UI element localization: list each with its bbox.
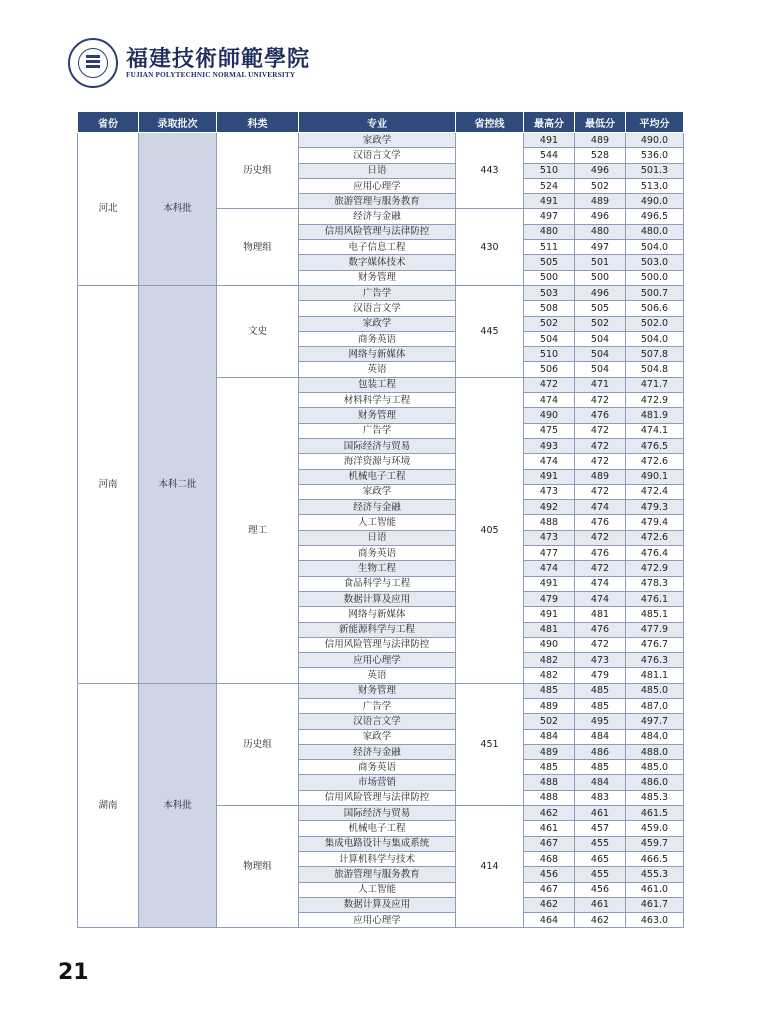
school-seal-logo: [68, 38, 118, 88]
max-score-cell: 508: [524, 301, 575, 316]
major-cell: 计算机科学与技术: [299, 851, 456, 866]
min-score-cell: 472: [575, 454, 626, 469]
major-cell: 食品科学与工程: [299, 576, 456, 591]
max-score-cell: 511: [524, 240, 575, 255]
major-cell: 信用风险管理与法律防控: [299, 224, 456, 239]
province-cell: 湖南: [78, 683, 139, 928]
min-score-cell: 472: [575, 393, 626, 408]
category-cell: 理工: [217, 377, 299, 683]
table-header-row: [78, 112, 684, 133]
major-cell: 网络与新媒体: [299, 607, 456, 622]
min-score-cell: 472: [575, 484, 626, 499]
min-score-cell: 496: [575, 163, 626, 178]
max-score-cell: 474: [524, 561, 575, 576]
avg-score-cell: 496.5: [626, 209, 684, 224]
min-score-cell: 528: [575, 148, 626, 163]
school-header: [68, 38, 311, 88]
category-cell: 历史组: [217, 683, 299, 805]
major-cell: 英语: [299, 668, 456, 683]
major-cell: 新能源科学与工程: [299, 622, 456, 637]
min-score-cell: 489: [575, 133, 626, 148]
min-score-cell: 455: [575, 867, 626, 882]
major-cell: 国际经济与贸易: [299, 438, 456, 453]
avg-score-cell: 485.3: [626, 790, 684, 805]
max-score-cell: 462: [524, 806, 575, 821]
major-cell: 财务管理: [299, 683, 456, 698]
max-score-cell: 484: [524, 729, 575, 744]
max-score-cell: 464: [524, 913, 575, 928]
min-score-cell: 476: [575, 515, 626, 530]
header-min-score: 最低分: [575, 112, 626, 133]
min-score-cell: 472: [575, 530, 626, 545]
major-cell: 生物工程: [299, 561, 456, 576]
avg-score-cell: 472.9: [626, 561, 684, 576]
max-score-cell: 456: [524, 867, 575, 882]
major-cell: 旅游管理与服务教育: [299, 194, 456, 209]
min-score-cell: 481: [575, 607, 626, 622]
avg-score-cell: 488.0: [626, 744, 684, 759]
max-score-cell: 524: [524, 178, 575, 193]
min-score-cell: 476: [575, 622, 626, 637]
avg-score-cell: 501.3: [626, 163, 684, 178]
header-control-line: 省控线: [456, 112, 524, 133]
major-cell: 广告学: [299, 698, 456, 713]
major-cell: 信用风险管理与法律防控: [299, 790, 456, 805]
control-line-cell: 430: [456, 209, 524, 285]
max-score-cell: 485: [524, 760, 575, 775]
avg-score-cell: 455.3: [626, 867, 684, 882]
avg-score-cell: 472.6: [626, 530, 684, 545]
max-score-cell: 462: [524, 897, 575, 912]
major-cell: 广告学: [299, 285, 456, 300]
min-score-cell: 486: [575, 744, 626, 759]
max-score-cell: 493: [524, 438, 575, 453]
avg-score-cell: 486.0: [626, 775, 684, 790]
max-score-cell: 490: [524, 408, 575, 423]
table-body: [78, 133, 684, 928]
min-score-cell: 462: [575, 913, 626, 928]
major-cell: 数据计算及应用: [299, 897, 456, 912]
major-cell: 包装工程: [299, 377, 456, 392]
major-cell: 英语: [299, 362, 456, 377]
batch-cell: 本科批: [139, 683, 217, 928]
avg-score-cell: 485.0: [626, 683, 684, 698]
min-score-cell: 484: [575, 775, 626, 790]
min-score-cell: 461: [575, 806, 626, 821]
major-cell: 家政学: [299, 484, 456, 499]
max-score-cell: 489: [524, 744, 575, 759]
major-cell: 经济与金融: [299, 744, 456, 759]
major-cell: 广告学: [299, 423, 456, 438]
major-cell: 电子信息工程: [299, 240, 456, 255]
category-cell: 文史: [217, 285, 299, 377]
province-cell: 河南: [78, 285, 139, 683]
max-score-cell: 473: [524, 530, 575, 545]
major-cell: 家政学: [299, 133, 456, 148]
min-score-cell: 472: [575, 438, 626, 453]
province-cell: 河北: [78, 133, 139, 286]
avg-score-cell: 461.5: [626, 806, 684, 821]
major-cell: 数字媒体技术: [299, 255, 456, 270]
max-score-cell: 485: [524, 683, 575, 698]
header-batch: 录取批次: [139, 112, 217, 133]
avg-score-cell: 506.6: [626, 301, 684, 316]
major-cell: 信用风险管理与法律防控: [299, 637, 456, 652]
max-score-cell: 510: [524, 163, 575, 178]
max-score-cell: 474: [524, 454, 575, 469]
avg-score-cell: 481.9: [626, 408, 684, 423]
avg-score-cell: 476.5: [626, 438, 684, 453]
max-score-cell: 491: [524, 607, 575, 622]
avg-score-cell: 480.0: [626, 224, 684, 239]
min-score-cell: 504: [575, 347, 626, 362]
avg-score-cell: 507.8: [626, 347, 684, 362]
major-cell: 机械电子工程: [299, 469, 456, 484]
major-cell: 家政学: [299, 316, 456, 331]
max-score-cell: 497: [524, 209, 575, 224]
major-cell: 商务英语: [299, 331, 456, 346]
avg-score-cell: 472.4: [626, 484, 684, 499]
min-score-cell: 485: [575, 760, 626, 775]
avg-score-cell: 459.7: [626, 836, 684, 851]
major-cell: 海洋资源与环境: [299, 454, 456, 469]
max-score-cell: 472: [524, 377, 575, 392]
min-score-cell: 489: [575, 194, 626, 209]
max-score-cell: 491: [524, 194, 575, 209]
major-cell: 应用心理学: [299, 913, 456, 928]
header-major: 专业: [299, 112, 456, 133]
max-score-cell: 482: [524, 653, 575, 668]
max-score-cell: 461: [524, 821, 575, 836]
avg-score-cell: 476.7: [626, 637, 684, 652]
min-score-cell: 496: [575, 209, 626, 224]
min-score-cell: 500: [575, 270, 626, 285]
avg-score-cell: 497.7: [626, 714, 684, 729]
major-cell: 经济与金融: [299, 500, 456, 515]
avg-score-cell: 490.1: [626, 469, 684, 484]
avg-score-cell: 463.0: [626, 913, 684, 928]
major-cell: 汉语言文学: [299, 714, 456, 729]
min-score-cell: 483: [575, 790, 626, 805]
max-score-cell: 506: [524, 362, 575, 377]
min-score-cell: 505: [575, 301, 626, 316]
major-cell: 汉语言文学: [299, 148, 456, 163]
min-score-cell: 473: [575, 653, 626, 668]
avg-score-cell: 504.8: [626, 362, 684, 377]
major-cell: 人工智能: [299, 882, 456, 897]
min-score-cell: 476: [575, 546, 626, 561]
max-score-cell: 492: [524, 500, 575, 515]
avg-score-cell: 459.0: [626, 821, 684, 836]
header-category: 科类: [217, 112, 299, 133]
avg-score-cell: 487.0: [626, 698, 684, 713]
school-name-cn: 福建技術師範學院: [126, 46, 311, 72]
avg-score-cell: 481.1: [626, 668, 684, 683]
major-cell: 经济与金融: [299, 209, 456, 224]
avg-score-cell: 504.0: [626, 331, 684, 346]
max-score-cell: 481: [524, 622, 575, 637]
avg-score-cell: 485.1: [626, 607, 684, 622]
min-score-cell: 461: [575, 897, 626, 912]
max-score-cell: 510: [524, 347, 575, 362]
major-cell: 汉语言文学: [299, 301, 456, 316]
max-score-cell: 502: [524, 714, 575, 729]
avg-score-cell: 536.0: [626, 148, 684, 163]
batch-cell: 本科二批: [139, 285, 217, 683]
header-max-score: 最高分: [524, 112, 575, 133]
major-cell: 人工智能: [299, 515, 456, 530]
control-line-cell: 445: [456, 285, 524, 377]
major-cell: 商务英语: [299, 546, 456, 561]
page-number: 21: [58, 960, 89, 985]
avg-score-cell: 500.0: [626, 270, 684, 285]
avg-score-cell: 503.0: [626, 255, 684, 270]
major-cell: 市场营销: [299, 775, 456, 790]
min-score-cell: 472: [575, 561, 626, 576]
avg-score-cell: 471.7: [626, 377, 684, 392]
max-score-cell: 491: [524, 133, 575, 148]
min-score-cell: 502: [575, 178, 626, 193]
min-score-cell: 476: [575, 408, 626, 423]
min-score-cell: 471: [575, 377, 626, 392]
min-score-cell: 484: [575, 729, 626, 744]
min-score-cell: 495: [575, 714, 626, 729]
table-row: [78, 683, 684, 698]
max-score-cell: 503: [524, 285, 575, 300]
max-score-cell: 491: [524, 469, 575, 484]
control-line-cell: 451: [456, 683, 524, 805]
min-score-cell: 474: [575, 576, 626, 591]
avg-score-cell: 477.9: [626, 622, 684, 637]
table-row: [78, 133, 684, 148]
avg-score-cell: 484.0: [626, 729, 684, 744]
avg-score-cell: 479.4: [626, 515, 684, 530]
avg-score-cell: 461.7: [626, 897, 684, 912]
min-score-cell: 485: [575, 698, 626, 713]
avg-score-cell: 472.6: [626, 454, 684, 469]
min-score-cell: 456: [575, 882, 626, 897]
max-score-cell: 490: [524, 637, 575, 652]
min-score-cell: 474: [575, 591, 626, 606]
max-score-cell: 482: [524, 668, 575, 683]
control-line-cell: 414: [456, 806, 524, 928]
min-score-cell: 504: [575, 331, 626, 346]
major-cell: 集成电路设计与集成系统: [299, 836, 456, 851]
max-score-cell: 504: [524, 331, 575, 346]
category-cell: 历史组: [217, 133, 299, 209]
min-score-cell: 472: [575, 637, 626, 652]
max-score-cell: 480: [524, 224, 575, 239]
major-cell: 应用心理学: [299, 653, 456, 668]
category-cell: 物理组: [217, 806, 299, 928]
min-score-cell: 501: [575, 255, 626, 270]
min-score-cell: 504: [575, 362, 626, 377]
major-cell: 日语: [299, 530, 456, 545]
avg-score-cell: 474.1: [626, 423, 684, 438]
max-score-cell: 505: [524, 255, 575, 270]
max-score-cell: 500: [524, 270, 575, 285]
major-cell: 商务英语: [299, 760, 456, 775]
avg-score-cell: 490.0: [626, 133, 684, 148]
school-name-en: FUJIAN POLYTECHNIC NORMAL UNIVERSITY: [126, 71, 296, 79]
major-cell: 机械电子工程: [299, 821, 456, 836]
major-cell: 旅游管理与服务教育: [299, 867, 456, 882]
min-score-cell: 479: [575, 668, 626, 683]
min-score-cell: 472: [575, 423, 626, 438]
min-score-cell: 496: [575, 285, 626, 300]
major-cell: 材料科学与工程: [299, 393, 456, 408]
max-score-cell: 544: [524, 148, 575, 163]
max-score-cell: 467: [524, 882, 575, 897]
avg-score-cell: 476.3: [626, 653, 684, 668]
max-score-cell: 489: [524, 698, 575, 713]
min-score-cell: 457: [575, 821, 626, 836]
avg-score-cell: 502.0: [626, 316, 684, 331]
batch-cell: 本科批: [139, 133, 217, 286]
avg-score-cell: 500.7: [626, 285, 684, 300]
avg-score-cell: 472.9: [626, 393, 684, 408]
header-avg-score: 平均分: [626, 112, 684, 133]
max-score-cell: 488: [524, 790, 575, 805]
min-score-cell: 474: [575, 500, 626, 515]
max-score-cell: 491: [524, 576, 575, 591]
max-score-cell: 467: [524, 836, 575, 851]
max-score-cell: 468: [524, 851, 575, 866]
avg-score-cell: 485.0: [626, 760, 684, 775]
max-score-cell: 474: [524, 393, 575, 408]
avg-score-cell: 476.4: [626, 546, 684, 561]
control-line-cell: 405: [456, 377, 524, 683]
min-score-cell: 489: [575, 469, 626, 484]
avg-score-cell: 461.0: [626, 882, 684, 897]
avg-score-cell: 476.1: [626, 591, 684, 606]
min-score-cell: 480: [575, 224, 626, 239]
avg-score-cell: 478.3: [626, 576, 684, 591]
major-cell: 数据计算及应用: [299, 591, 456, 606]
major-cell: 家政学: [299, 729, 456, 744]
max-score-cell: 477: [524, 546, 575, 561]
control-line-cell: 443: [456, 133, 524, 209]
max-score-cell: 488: [524, 515, 575, 530]
major-cell: 财务管理: [299, 270, 456, 285]
min-score-cell: 465: [575, 851, 626, 866]
min-score-cell: 455: [575, 836, 626, 851]
max-score-cell: 488: [524, 775, 575, 790]
min-score-cell: 497: [575, 240, 626, 255]
max-score-cell: 475: [524, 423, 575, 438]
major-cell: 日语: [299, 163, 456, 178]
avg-score-cell: 479.3: [626, 500, 684, 515]
max-score-cell: 479: [524, 591, 575, 606]
avg-score-cell: 513.0: [626, 178, 684, 193]
admission-score-table: [77, 111, 684, 928]
category-cell: 物理组: [217, 209, 299, 285]
table-row: [78, 285, 684, 300]
min-score-cell: 485: [575, 683, 626, 698]
major-cell: 应用心理学: [299, 178, 456, 193]
major-cell: 国际经济与贸易: [299, 806, 456, 821]
header-province: 省份: [78, 112, 139, 133]
major-cell: 财务管理: [299, 408, 456, 423]
avg-score-cell: 490.0: [626, 194, 684, 209]
max-score-cell: 473: [524, 484, 575, 499]
avg-score-cell: 466.5: [626, 851, 684, 866]
major-cell: 网络与新媒体: [299, 347, 456, 362]
max-score-cell: 502: [524, 316, 575, 331]
avg-score-cell: 504.0: [626, 240, 684, 255]
min-score-cell: 502: [575, 316, 626, 331]
